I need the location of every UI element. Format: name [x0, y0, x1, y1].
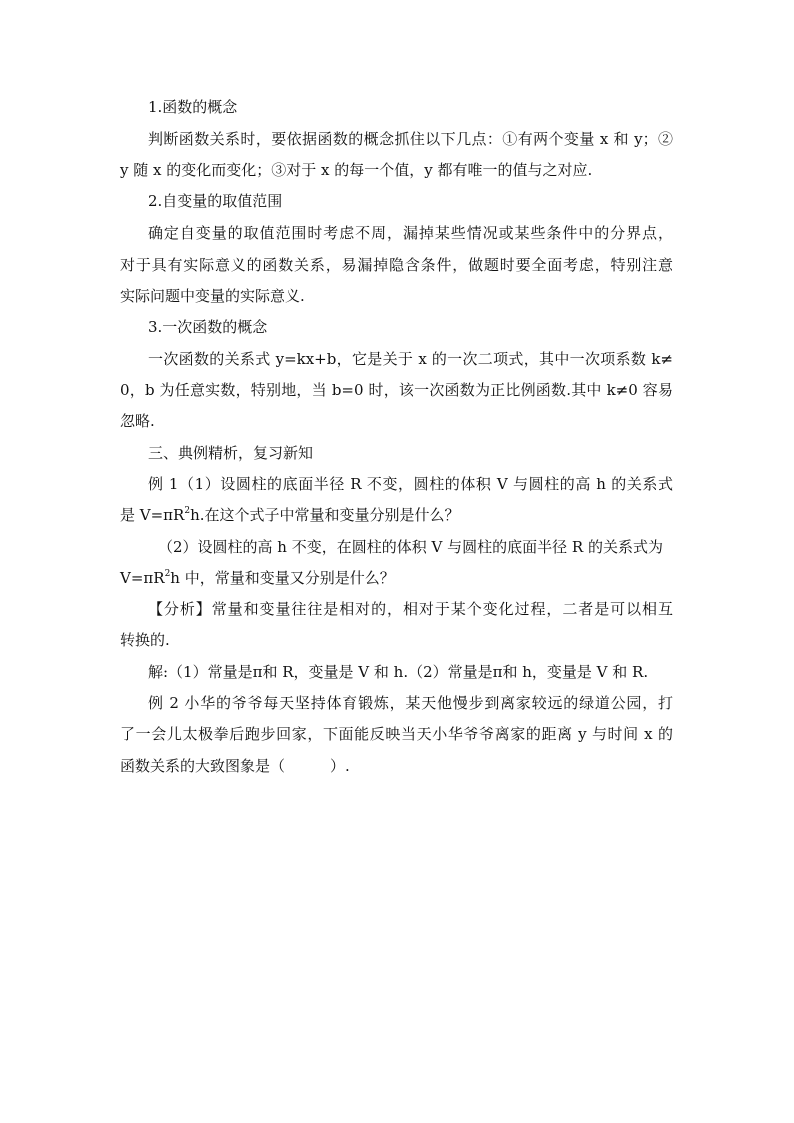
superscript: 2 [184, 506, 191, 516]
paragraph-line: y 随 x 的变化而变化；③对于 x 的每一个值，y 都有唯一的值与之对应. [120, 161, 593, 179]
formula-prefix: 是 V=πR [120, 506, 185, 524]
paragraph-line: 确定自变量的取值范围时考虑不周，漏掉某些情况或某些条件中的分界点， [148, 224, 673, 242]
superscript: 2 [164, 569, 171, 579]
paragraph-line: 实际问题中变量的实际意义. [120, 287, 305, 305]
solution-line: 解:（1）常量是π和 R，变量是 V 和 h.（2）常量是π和 h，变量是 V 和 R. [148, 663, 649, 681]
formula-suffix: h 中，常量和变量又分别是什么？ [170, 569, 395, 587]
paragraph-line: 对于具有实际意义的函数关系，易漏掉隐含条件，做题时要全面考虑，特别注意 [120, 256, 673, 274]
paragraph-line: 忽略. [120, 412, 155, 430]
example-1-part2-formula-line [120, 568, 395, 588]
formula-suffix: h.在这个式子中常量和变量分别是什么？ [190, 506, 460, 524]
example-1-line: 例 1（1）设圆柱的底面半径 R 不变，圆柱的体积 V 与圆柱的高 h 的关系式 [148, 475, 673, 493]
formula-prefix: V=πR [120, 569, 165, 587]
example-2-line: 了一会儿太极拳后跑步回家，下面能反映当天小华爷爷离家的距离 y 与时间 x 的 [120, 725, 673, 743]
heading-linear-function: 3.一次函数的概念 [148, 318, 268, 336]
example-1-formula-line [120, 505, 460, 525]
heading-function-concept: 1.函数的概念 [148, 98, 238, 116]
example-2-line: 函数关系的大致图象是（ ）. [120, 757, 350, 775]
example-1-part2-line: （2）设圆柱的高 h 不变，在圆柱的体积 V 与圆柱的底面半径 R 的关系式为 [158, 538, 663, 556]
paragraph-line: 一次函数的关系式 y=kx+b，它是关于 x 的一次二项式，其中一次项系数 k≠ [148, 350, 673, 368]
heading-domain-range: 2.自变量的取值范围 [148, 192, 283, 210]
paragraph-line: 判断函数关系时，要依据函数的概念抓住以下几点：①有两个变量 x 和 y；② [148, 130, 673, 148]
analysis-line: 【分析】常量和变量往往是相对的，相对于某个变化过程，二者是可以相互 [148, 600, 673, 618]
analysis-line: 转换的. [120, 631, 170, 649]
section-heading: 三、典例精析，复习新知 [148, 444, 314, 462]
example-2-line: 例 2 小华的爷爷每天坚持体育锻炼，某天他慢步到离家较远的绿道公园，打 [148, 694, 673, 712]
paragraph-line: 0，b 为任意实数，特别地，当 b=0 时，该一次函数为正比例函数.其中 k≠0 容易 [120, 381, 673, 399]
